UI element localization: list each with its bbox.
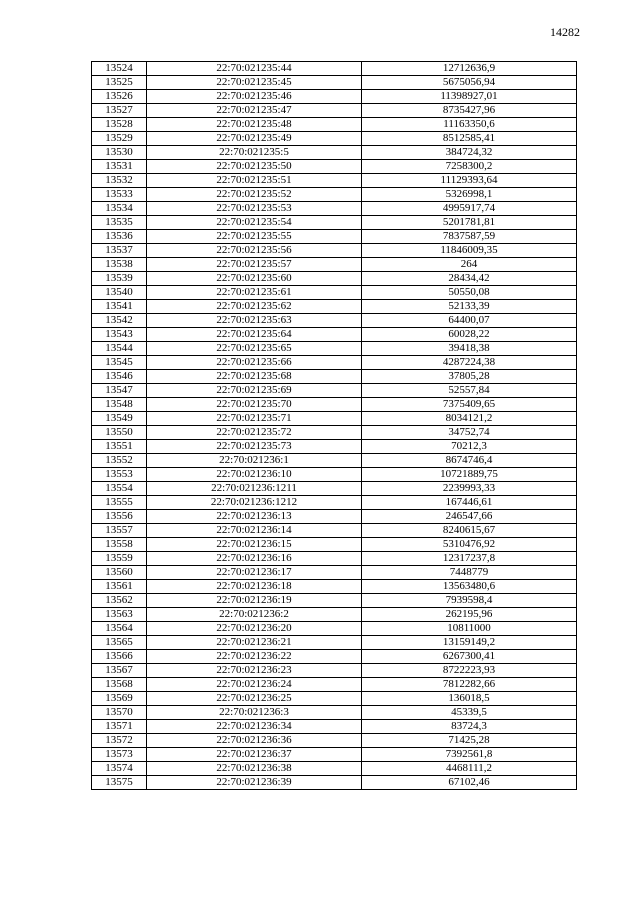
cadastral-number-cell: 22:70:021235:47 [147, 104, 362, 118]
row-number-cell: 13549 [92, 412, 147, 426]
row-number-cell: 13560 [92, 566, 147, 580]
value-cell: 5201781,81 [362, 216, 577, 230]
row-number-cell: 13561 [92, 580, 147, 594]
cadastral-number-cell: 22:70:021235:64 [147, 328, 362, 342]
table-row [92, 692, 577, 706]
cadastral-number-cell: 22:70:021235:73 [147, 440, 362, 454]
value-cell: 52557,84 [362, 384, 577, 398]
value-cell: 11129393,64 [362, 174, 577, 188]
value-cell: 11846009,35 [362, 244, 577, 258]
table-row [92, 594, 577, 608]
table-row [92, 426, 577, 440]
table-row [92, 118, 577, 132]
table-row [92, 412, 577, 426]
row-number-cell: 13528 [92, 118, 147, 132]
row-number-cell: 13574 [92, 762, 147, 776]
row-number-cell: 13572 [92, 734, 147, 748]
row-number-cell: 13541 [92, 300, 147, 314]
table-row [92, 160, 577, 174]
table-row [92, 62, 577, 76]
table-row [92, 580, 577, 594]
value-cell: 45339,5 [362, 706, 577, 720]
table-row [92, 132, 577, 146]
row-number-cell: 13573 [92, 748, 147, 762]
row-number-cell: 13548 [92, 398, 147, 412]
row-number-cell: 13551 [92, 440, 147, 454]
value-cell: 7837587,59 [362, 230, 577, 244]
row-number-cell: 13542 [92, 314, 147, 328]
cadastral-number-cell: 22:70:021235:71 [147, 412, 362, 426]
row-number-cell: 13558 [92, 538, 147, 552]
row-number-cell: 13552 [92, 454, 147, 468]
value-cell: 4468111,2 [362, 762, 577, 776]
row-number-cell: 13571 [92, 720, 147, 734]
cadastral-number-cell: 22:70:021235:53 [147, 202, 362, 216]
cadastral-number-cell: 22:70:021236:3 [147, 706, 362, 720]
row-number-cell: 13524 [92, 62, 147, 76]
table-row [92, 90, 577, 104]
row-number-cell: 13531 [92, 160, 147, 174]
value-cell: 7392561,8 [362, 748, 577, 762]
cadastral-number-cell: 22:70:021235:44 [147, 62, 362, 76]
value-cell: 136018,5 [362, 692, 577, 706]
table-row [92, 202, 577, 216]
row-number-cell: 13535 [92, 216, 147, 230]
cadastral-number-cell: 22:70:021236:2 [147, 608, 362, 622]
cadastral-number-cell: 22:70:021235:62 [147, 300, 362, 314]
value-cell: 13563480,6 [362, 580, 577, 594]
cadastral-number-cell: 22:70:021235:5 [147, 146, 362, 160]
value-cell: 12317237,8 [362, 552, 577, 566]
value-cell: 8512585,41 [362, 132, 577, 146]
table-row [92, 440, 577, 454]
table-row [92, 328, 577, 342]
cadastral-number-cell: 22:70:021235:52 [147, 188, 362, 202]
cadastral-number-cell: 22:70:021235:60 [147, 272, 362, 286]
row-number-cell: 13563 [92, 608, 147, 622]
cadastral-number-cell: 22:70:021235:46 [147, 90, 362, 104]
table-row [92, 244, 577, 258]
value-cell: 11163350,6 [362, 118, 577, 132]
cadastral-number-cell: 22:70:021236:39 [147, 776, 362, 790]
row-number-cell: 13568 [92, 678, 147, 692]
table-row [92, 454, 577, 468]
cadastral-number-cell: 22:70:021236:36 [147, 734, 362, 748]
row-number-cell: 13562 [92, 594, 147, 608]
cadastral-number-cell: 22:70:021235:65 [147, 342, 362, 356]
cadastral-number-cell: 22:70:021236:15 [147, 538, 362, 552]
cadastral-number-cell: 22:70:021235:49 [147, 132, 362, 146]
table-row [92, 636, 577, 650]
cadastral-number-cell: 22:70:021236:1 [147, 454, 362, 468]
value-cell: 8240615,67 [362, 524, 577, 538]
cadastral-number-cell: 22:70:021236:21 [147, 636, 362, 650]
row-number-cell: 13556 [92, 510, 147, 524]
table-row [92, 174, 577, 188]
value-cell: 34752,74 [362, 426, 577, 440]
table-row [92, 398, 577, 412]
value-cell: 8034121,2 [362, 412, 577, 426]
table-row [92, 384, 577, 398]
table-row [92, 706, 577, 720]
value-cell: 6267300,41 [362, 650, 577, 664]
row-number-cell: 13566 [92, 650, 147, 664]
cadastral-number-cell: 22:70:021235:63 [147, 314, 362, 328]
value-cell: 8674746,4 [362, 454, 577, 468]
row-number-cell: 13537 [92, 244, 147, 258]
table-body [92, 62, 577, 790]
row-number-cell: 13564 [92, 622, 147, 636]
row-number-cell: 13559 [92, 552, 147, 566]
row-number-cell: 13565 [92, 636, 147, 650]
row-number-cell: 13536 [92, 230, 147, 244]
cadastral-number-cell: 22:70:021235:69 [147, 384, 362, 398]
value-cell: 83724,3 [362, 720, 577, 734]
cadastral-number-cell: 22:70:021235:54 [147, 216, 362, 230]
value-cell: 70212,3 [362, 440, 577, 454]
cadastral-number-cell: 22:70:021236:34 [147, 720, 362, 734]
value-cell: 5310476,92 [362, 538, 577, 552]
cadastral-number-cell: 22:70:021235:72 [147, 426, 362, 440]
table-row [92, 76, 577, 90]
value-cell: 13159149,2 [362, 636, 577, 650]
cadastral-number-cell: 22:70:021235:68 [147, 370, 362, 384]
row-number-cell: 13532 [92, 174, 147, 188]
value-cell: 5326998,1 [362, 188, 577, 202]
cadastral-number-cell: 22:70:021236:16 [147, 552, 362, 566]
table-row [92, 286, 577, 300]
cadastral-number-cell: 22:70:021235:50 [147, 160, 362, 174]
value-cell: 7812282,66 [362, 678, 577, 692]
value-cell: 10721889,75 [362, 468, 577, 482]
table-row [92, 664, 577, 678]
cadastral-number-cell: 22:70:021235:45 [147, 76, 362, 90]
value-cell: 11398927,01 [362, 90, 577, 104]
cadastral-number-cell: 22:70:021235:70 [147, 398, 362, 412]
table-row [92, 734, 577, 748]
cadastral-number-cell: 22:70:021236:38 [147, 762, 362, 776]
table-row [92, 188, 577, 202]
value-cell: 4995917,74 [362, 202, 577, 216]
value-cell: 8735427,96 [362, 104, 577, 118]
value-cell: 7258300,2 [362, 160, 577, 174]
row-number-cell: 13569 [92, 692, 147, 706]
cadastral-number-cell: 22:70:021235:55 [147, 230, 362, 244]
value-cell: 246547,66 [362, 510, 577, 524]
value-cell: 7448779 [362, 566, 577, 580]
row-number-cell: 13527 [92, 104, 147, 118]
value-cell: 50550,08 [362, 286, 577, 300]
table-row [92, 776, 577, 790]
row-number-cell: 13575 [92, 776, 147, 790]
table-row [92, 468, 577, 482]
cadastral-number-cell: 22:70:021236:17 [147, 566, 362, 580]
table-row [92, 482, 577, 496]
row-number-cell: 13533 [92, 188, 147, 202]
cadastral-number-cell: 22:70:021235:56 [147, 244, 362, 258]
value-cell: 7375409,65 [362, 398, 577, 412]
value-cell: 4287224,38 [362, 356, 577, 370]
table-row [92, 762, 577, 776]
value-cell: 2239993,33 [362, 482, 577, 496]
cadastral-value-table [91, 61, 577, 790]
table-row [92, 272, 577, 286]
table-row [92, 356, 577, 370]
value-cell: 71425,28 [362, 734, 577, 748]
row-number-cell: 13530 [92, 146, 147, 160]
cadastral-number-cell: 22:70:021235:66 [147, 356, 362, 370]
row-number-cell: 13545 [92, 356, 147, 370]
cadastral-number-cell: 22:70:021235:57 [147, 258, 362, 272]
cadastral-number-cell: 22:70:021236:14 [147, 524, 362, 538]
value-cell: 39418,38 [362, 342, 577, 356]
table-row [92, 510, 577, 524]
row-number-cell: 13538 [92, 258, 147, 272]
table-row [92, 146, 577, 160]
value-cell: 10811000 [362, 622, 577, 636]
cadastral-number-cell: 22:70:021236:19 [147, 594, 362, 608]
table-row [92, 566, 577, 580]
table-row [92, 314, 577, 328]
row-number-cell: 13547 [92, 384, 147, 398]
row-number-cell: 13544 [92, 342, 147, 356]
cadastral-number-cell: 22:70:021236:37 [147, 748, 362, 762]
row-number-cell: 13539 [92, 272, 147, 286]
row-number-cell: 13525 [92, 76, 147, 90]
value-cell: 28434,42 [362, 272, 577, 286]
table-row [92, 258, 577, 272]
value-cell: 60028,22 [362, 328, 577, 342]
value-cell: 64400,07 [362, 314, 577, 328]
row-number-cell: 13550 [92, 426, 147, 440]
cadastral-number-cell: 22:70:021236:10 [147, 468, 362, 482]
table-row [92, 720, 577, 734]
table-row [92, 622, 577, 636]
table-row [92, 230, 577, 244]
cadastral-number-cell: 22:70:021236:25 [147, 692, 362, 706]
cadastral-number-cell: 22:70:021235:61 [147, 286, 362, 300]
table-row [92, 524, 577, 538]
table-row [92, 748, 577, 762]
row-number-cell: 13543 [92, 328, 147, 342]
cadastral-number-cell: 22:70:021236:24 [147, 678, 362, 692]
value-cell: 52133,39 [362, 300, 577, 314]
row-number-cell: 13567 [92, 664, 147, 678]
cadastral-number-cell: 22:70:021236:23 [147, 664, 362, 678]
row-number-cell: 13570 [92, 706, 147, 720]
table-row [92, 608, 577, 622]
value-cell: 262195,96 [362, 608, 577, 622]
cadastral-number-cell: 22:70:021235:48 [147, 118, 362, 132]
value-cell: 37805,28 [362, 370, 577, 384]
value-cell: 264 [362, 258, 577, 272]
cadastral-number-cell: 22:70:021235:51 [147, 174, 362, 188]
cadastral-number-cell: 22:70:021236:1212 [147, 496, 362, 510]
table-row [92, 538, 577, 552]
table-row [92, 678, 577, 692]
cadastral-number-cell: 22:70:021236:22 [147, 650, 362, 664]
row-number-cell: 13534 [92, 202, 147, 216]
value-cell: 8722223,93 [362, 664, 577, 678]
table-row [92, 496, 577, 510]
row-number-cell: 13554 [92, 482, 147, 496]
cadastral-number-cell: 22:70:021236:20 [147, 622, 362, 636]
row-number-cell: 13526 [92, 90, 147, 104]
table-row [92, 370, 577, 384]
value-cell: 167446,61 [362, 496, 577, 510]
row-number-cell: 13553 [92, 468, 147, 482]
table-row [92, 104, 577, 118]
value-cell: 12712636,9 [362, 62, 577, 76]
row-number-cell: 13546 [92, 370, 147, 384]
value-cell: 5675056,94 [362, 76, 577, 90]
table-row [92, 650, 577, 664]
row-number-cell: 13540 [92, 286, 147, 300]
table-row [92, 300, 577, 314]
cadastral-number-cell: 22:70:021236:13 [147, 510, 362, 524]
value-cell: 384724,32 [362, 146, 577, 160]
row-number-cell: 13529 [92, 132, 147, 146]
value-cell: 7939598,4 [362, 594, 577, 608]
page-number: 14282 [550, 25, 580, 39]
table-row [92, 216, 577, 230]
table-row [92, 342, 577, 356]
cadastral-number-cell: 22:70:021236:18 [147, 580, 362, 594]
cadastral-number-cell: 22:70:021236:1211 [147, 482, 362, 496]
table-row [92, 552, 577, 566]
row-number-cell: 13557 [92, 524, 147, 538]
value-cell: 67102,46 [362, 776, 577, 790]
row-number-cell: 13555 [92, 496, 147, 510]
